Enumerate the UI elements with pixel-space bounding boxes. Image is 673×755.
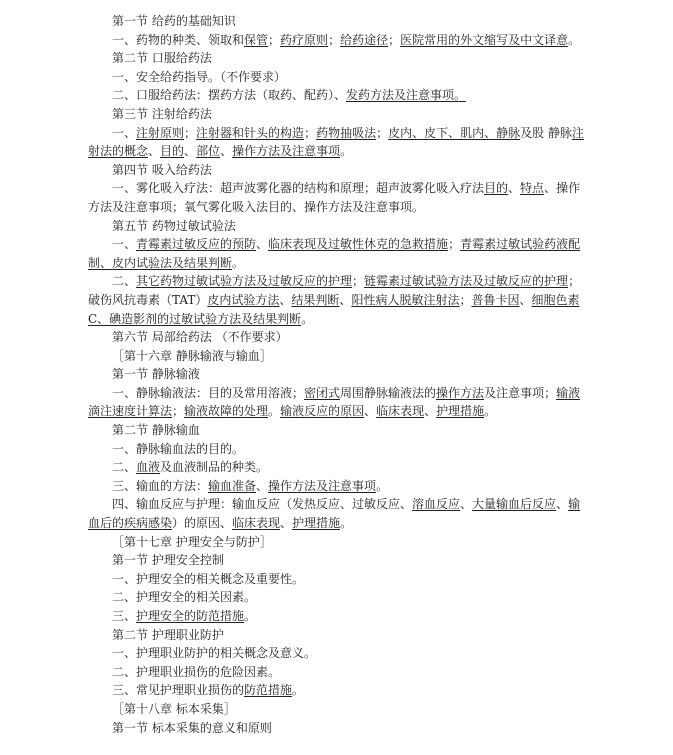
list-item [88, 440, 588, 459]
text-segment: 周围静脉输液法的 [340, 385, 437, 400]
text-segment: 一、静脉输血法的目的。 [112, 441, 245, 456]
text-segment: 二、口服给药法：摆药方法（取药、配药）、 [112, 88, 347, 103]
text-segment: 一、 [112, 237, 137, 252]
underlined-text: 操作方法及注意事项 [232, 144, 341, 159]
text-segment: 。 [340, 516, 353, 531]
text-segment: 一、 [112, 125, 137, 140]
underlined-text: 阳性病人脱敏注射法 [351, 292, 460, 307]
text-segment: 、 [339, 292, 352, 307]
text-segment: 、 [519, 292, 532, 307]
text-segment: 、 [279, 292, 292, 307]
text-segment: 、 [424, 404, 437, 419]
text-segment: 第四节 吸入给药法 [112, 162, 212, 177]
text-segment: ；破伤风抗毒素（TAT） [88, 274, 581, 307]
underlined-text: 输液故障的处理 [184, 404, 269, 419]
underlined-text: 结果判断 [291, 292, 340, 307]
text-segment: 一、药物的种类、领取和 [112, 32, 245, 47]
text-segment: 、 [256, 237, 269, 252]
underlined-text: 皮内试验方法 [207, 292, 280, 307]
list-item [88, 272, 588, 328]
list-item [88, 124, 588, 161]
text-segment: 第六节 局部给药法 （不作要求） [112, 330, 288, 345]
underlined-text: 皮内、皮下、肌内、静脉 [388, 125, 521, 140]
underlined-text: 护理措施 [436, 404, 485, 419]
section-heading [88, 161, 588, 180]
underlined-text: 护理安全的防范措施 [136, 609, 245, 623]
list-item [88, 179, 588, 216]
section-heading [88, 12, 588, 31]
text-segment: 一、护理安全的相关概念及重要性。 [112, 571, 305, 586]
text-segment: 。 [376, 478, 389, 493]
underlined-text: 输血准备 [208, 478, 257, 493]
section-heading [88, 626, 588, 645]
text-segment: 二、 [112, 460, 137, 475]
text-segment: 、 [556, 497, 569, 512]
underlined-text: 临床表现 [232, 516, 281, 531]
text-segment: 。 [568, 32, 581, 47]
text-segment: 二、护理职业损伤的危险因素。 [112, 664, 281, 679]
text-segment: 。 [232, 255, 245, 270]
text-segment: 二、护理安全的相关因素。 [112, 590, 257, 605]
section-heading [88, 421, 588, 440]
text-segment: 第一节 标本采集的意义和原则 [112, 720, 272, 735]
underlined-text: 注射原则 [136, 125, 185, 140]
list-item [88, 681, 588, 700]
text-segment: 一、护理职业防护的相关概念及意义。 [112, 646, 317, 661]
text-segment: 、操作方法及注意事项；氧气雾化吸入法目的、操作方法及注意事项。 [88, 181, 581, 214]
text-segment: 。 [340, 144, 353, 159]
text-segment: 四、输血反应与护理：输血反应（发热反应、过敏反应、 [112, 497, 413, 512]
text-segment: ； [304, 125, 317, 140]
text-segment: 。 [484, 404, 497, 419]
underlined-text: 普鲁卡因 [471, 292, 520, 307]
underlined-text: 药物抽吸法 [316, 125, 377, 140]
list-item [88, 86, 588, 105]
underlined-text: 输液反应的原因 [280, 404, 365, 419]
chapter-heading [88, 700, 588, 719]
text-segment: ； [268, 32, 281, 47]
underlined-text: 青霉素过敏试验药液配制、皮内试验法及结果判断 [88, 237, 581, 270]
text-segment: 一、静脉输液法：目的及常用溶液； [112, 385, 305, 400]
list-item [88, 495, 588, 532]
section-heading [88, 328, 588, 347]
text-segment: ［第十八章 标本采集］ [112, 701, 236, 716]
underlined-text: 给药途径 [340, 32, 389, 47]
text-segment: 三、常见护理职业损伤的 [112, 683, 245, 698]
underlined-text: 大量输血后反应 [472, 497, 557, 512]
section-heading [88, 105, 588, 124]
text-segment: ； [448, 237, 461, 252]
underlined-text: 防范措施 [244, 683, 293, 698]
text-segment: 及股 静脉 [520, 125, 572, 140]
text-segment: 及注意事项； [484, 385, 557, 400]
underlined-text: 注射器和针头的构造 [196, 125, 305, 140]
list-item [88, 607, 588, 626]
text-segment: 二、 [112, 274, 137, 289]
chapter-heading [88, 533, 588, 552]
underlined-text: 目的 [160, 144, 185, 159]
text-segment: 第二节 静脉输血 [112, 423, 200, 438]
underlined-text: 医院常用的外文缩写及中文译意 [400, 32, 569, 47]
text-segment: 第二节 口服给药法 [112, 51, 212, 66]
list-item [88, 663, 588, 682]
text-segment: ； [328, 32, 341, 47]
text-segment: 第五节 药物过敏试验法 [112, 218, 236, 233]
underlined-text: 青霉素过敏反应的预防 [136, 237, 257, 252]
text-segment: 、 [256, 478, 269, 493]
text-segment: 一、雾化吸入疗法：超声波雾化器的结构和原理；超声波雾化吸入疗法 [112, 181, 485, 196]
text-segment: 、 [460, 497, 473, 512]
text-segment: 、 [280, 516, 293, 531]
underlined-text: 保管 [244, 32, 269, 47]
underlined-text: 细胞色素C、碘造影剂的过敏试验方法及结果判断 [88, 292, 580, 326]
underlined-text: 特点 [520, 181, 545, 196]
text-segment: 第三节 注射给药法 [112, 106, 212, 121]
list-item [88, 31, 588, 50]
text-segment: 、 [364, 404, 377, 419]
underlined-text: 目的 [484, 181, 509, 196]
underlined-text: 链霉素过敏试验方法及过敏反应的护理 [364, 274, 569, 289]
section-heading [88, 217, 588, 236]
text-segment: 第二节 护理职业防护 [112, 627, 224, 642]
text-segment: 第一节 护理安全控制 [112, 553, 224, 568]
underlined-text: 血液 [136, 460, 161, 475]
list-item [88, 235, 588, 272]
underlined-text: 部位 [196, 144, 221, 159]
underlined-text: 其它药物过敏试验方法及过敏反应的护理 [136, 274, 353, 289]
underlined-text: 操作方法 [436, 385, 485, 400]
underlined-text: 临床表现及过敏性休克的急救措施 [268, 237, 449, 252]
text-segment: ［第十七章 护理安全与防护］ [112, 534, 272, 549]
section-heading [88, 49, 588, 68]
text-segment: ； [352, 274, 365, 289]
underlined-text: 护理措施 [292, 516, 341, 531]
text-segment: 。 [301, 311, 314, 326]
text-segment: 、 [184, 144, 197, 159]
text-segment: ［第十六章 静脉输液与输血］ [112, 348, 272, 363]
text-segment: 三、 [112, 609, 137, 623]
underlined-text: 发药方法及注意事项。 [346, 88, 467, 103]
underlined-text: 操作方法及注意事项 [268, 478, 377, 493]
list-item [88, 458, 588, 477]
list-item [88, 384, 588, 421]
text-segment: 、 [220, 144, 233, 159]
syllabus-document [88, 12, 588, 737]
section-heading [88, 365, 588, 384]
list-item [88, 588, 588, 607]
underlined-text: 溶血反应 [412, 497, 461, 512]
text-segment: ）的原因、 [172, 516, 233, 531]
text-segment: 。 [244, 609, 257, 623]
underlined-text: 密闭式 [304, 385, 341, 400]
text-segment: 及血液制品的种类。 [160, 460, 269, 475]
section-heading [88, 551, 588, 570]
underlined-text: 药疗原则 [280, 32, 329, 47]
text-segment: 、 [148, 144, 161, 159]
text-segment: ； [184, 125, 197, 140]
text-segment: 三、输血的方法： [112, 478, 209, 493]
text-segment: 。 [268, 404, 281, 419]
section-heading [88, 719, 588, 738]
list-item [88, 644, 588, 663]
list-item [88, 477, 588, 496]
text-segment: ； [172, 404, 185, 419]
underlined-text: 临床表现 [376, 404, 425, 419]
list-item [88, 570, 588, 589]
text-segment: 一、安全给药指导。（不作要求） [112, 69, 287, 84]
text-segment: ； [376, 125, 389, 140]
text-segment: ； [388, 32, 401, 47]
list-item [88, 68, 588, 87]
text-segment: 、 [508, 181, 521, 196]
underlined-text: 输液滴注速度计算法 [88, 385, 581, 419]
text-segment: 。 [292, 683, 305, 698]
text-segment: 第一节 给药的基础知识 [112, 14, 236, 28]
text-segment: ； [459, 292, 472, 307]
text-segment: 第一节 静脉输液 [112, 367, 200, 382]
underlined-text: 输血后的疾病感染 [88, 497, 581, 531]
underlined-text: 注射法的概念 [88, 125, 584, 159]
chapter-heading [88, 347, 588, 366]
